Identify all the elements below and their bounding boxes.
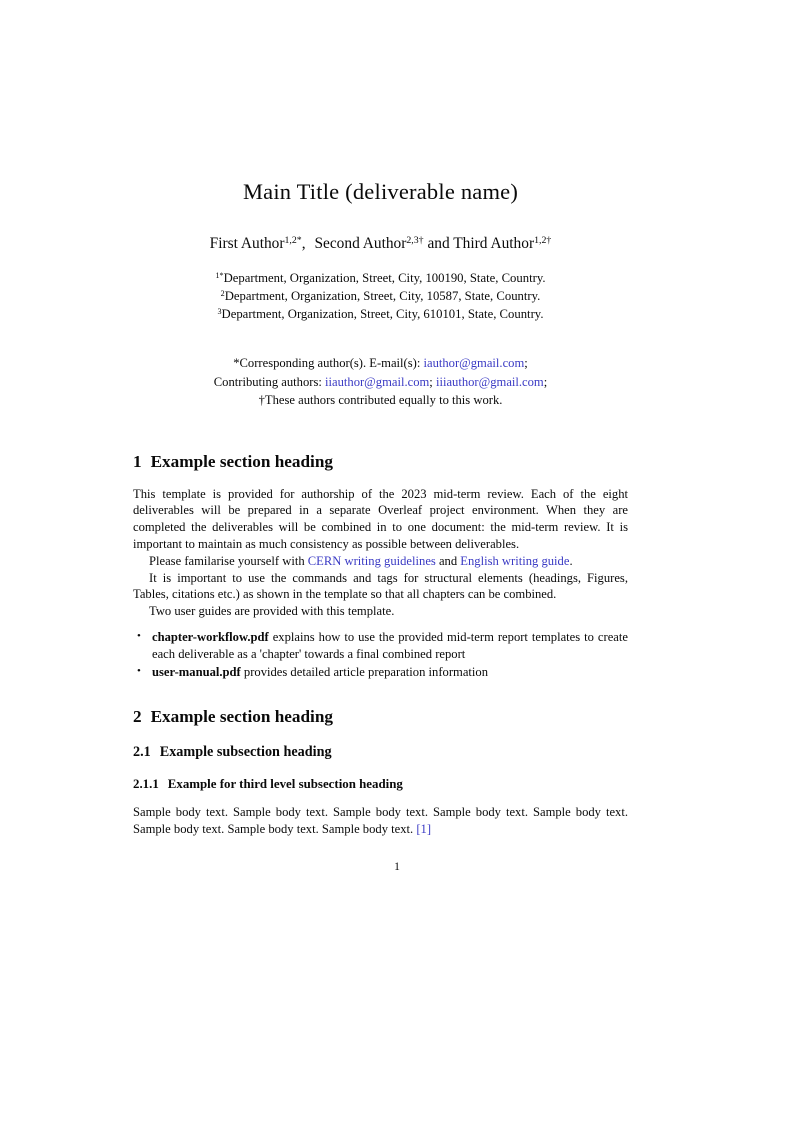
section-1-heading: [133, 451, 628, 473]
subsection-2-1-title: Example subsection heading: [159, 744, 332, 761]
bullet-2-description: provides detailed article preparation information: [240, 664, 488, 679]
affiliation-item: [133, 269, 628, 287]
section-2: [133, 706, 628, 838]
section-1-number: 1: [133, 452, 142, 472]
sample-body-paragraph: [133, 804, 628, 838]
author-3: [453, 235, 551, 252]
correspondence-block: [133, 354, 628, 409]
section-2-title: Example section heading: [150, 706, 333, 726]
contributing-authors-separator: ;: [429, 374, 436, 389]
bullet-1-filename: chapter-workflow.pdf: [152, 630, 269, 645]
cern-writing-guidelines-link[interactable]: CERN writing guidelines: [307, 553, 436, 568]
page-title: Main Title (deliverable name): [242, 179, 519, 204]
corresponding-author-line-suffix: ;: [524, 356, 528, 371]
affiliation-item: [133, 287, 628, 305]
affiliation-2-text: Department, Organization, Street, City, 10587, State, Country.: [224, 289, 541, 304]
affiliation-1-marker: 1*: [215, 271, 224, 281]
author-3-name: Third Author: [453, 235, 535, 252]
section-1-paragraph-2: [133, 553, 628, 570]
author-1-superscript: 1,2*: [284, 234, 302, 246]
sample-body-text: Sample body text. Sample body text. Sample body text. Sample body text. Sample body text. Sample body text. Sample body text. Sample body text.: [133, 804, 628, 836]
contributing-author-email-link-1[interactable]: iiauthor@gmail.com: [325, 374, 430, 389]
bullet-1-description: explains how to use the provided mid-term report templates to create each deliverable as a 'chapter' towards a final combined report: [152, 630, 628, 661]
author-2-name: Second Author: [314, 235, 407, 252]
subsubsection-2-1-1: [133, 776, 628, 792]
section-1-paragraph-1: This template is provided for authorship of the 2023 mid-term review. Each of the eight deliverables will be prepared in a separate Overleaf project environment. When they are completed the deliverables will be combined in to one document: the mid-term review. It is important to maintain as much consistency as possible between deliverables.: [133, 486, 628, 552]
list-item: [133, 629, 628, 663]
section-1-paragraph-4: Two user guides are provided with this template.: [149, 604, 395, 619]
contributing-author-email-link-2[interactable]: iiiauthor@gmail.com: [435, 374, 544, 389]
affiliation-3-marker: 3: [217, 307, 222, 317]
corresponding-author-line: [133, 354, 628, 372]
section-1: [133, 451, 628, 680]
corresponding-author-email-link[interactable]: iauthor@gmail.com: [423, 356, 525, 371]
contributing-authors-line: [133, 373, 628, 391]
affiliation-item: [133, 305, 628, 323]
subsection-2-1: [133, 744, 628, 762]
subsubsection-2-1-1-number: 2.1.1: [133, 776, 159, 791]
author-1: [210, 235, 302, 252]
subsection-2-1-number: 2.1: [133, 744, 151, 761]
subsection-2-1-heading: [133, 744, 628, 762]
user-guides-list: [133, 629, 628, 680]
guidelines-conjunction: and: [435, 553, 461, 568]
contributing-authors-label: Contributing authors:: [213, 374, 326, 389]
english-writing-guide-link[interactable]: English writing guide: [460, 553, 570, 568]
section-1-paragraph-3: It is important to use the commands and tags for structural elements (headings, Figures, Tables, citations etc.) as shown in the template so that all chapters can be combined.: [133, 570, 628, 602]
guidelines-intro-text: Please familarise yourself with: [149, 553, 308, 568]
bullet-icon: •: [137, 630, 141, 643]
section-2-number: 2: [133, 706, 142, 726]
list-item: [133, 664, 628, 681]
author-list: [133, 234, 628, 253]
sample-body-block: [133, 804, 628, 838]
bullet-icon: •: [137, 664, 141, 677]
author-conjunction: and: [427, 235, 450, 252]
section-2-heading: [133, 706, 628, 728]
equal-contribution-note: †These authors contributed equally to this work.: [258, 392, 503, 407]
section-1-title: Example section heading: [150, 452, 333, 472]
affiliation-2-marker: 2: [220, 289, 225, 299]
affiliation-3-text: Department, Organization, Street, City, 610101, State, Country.: [221, 307, 544, 322]
corresponding-author-label: *Corresponding author(s). E-mail(s):: [233, 356, 424, 371]
subsubsection-2-1-1-heading: [133, 776, 628, 792]
contributing-authors-line-suffix: ;: [543, 374, 548, 389]
citation-link[interactable]: [1]: [416, 821, 432, 836]
author-separator-1: ,: [301, 235, 306, 252]
author-1-name: First Author: [209, 235, 285, 252]
author-3-superscript: 1,2†: [534, 234, 552, 246]
affiliation-list: [133, 269, 628, 323]
author-2: [314, 235, 423, 252]
guidelines-period: .: [569, 553, 573, 568]
page-number-footer: 1: [394, 860, 400, 873]
page-content: [133, 0, 628, 838]
author-2-superscript: 2,3†: [406, 234, 424, 246]
affiliation-1-text: Department, Organization, Street, City, 100190, State, Country.: [223, 271, 546, 286]
bullet-2-filename: user-manual.pdf: [152, 664, 241, 679]
subsubsection-2-1-1-title: Example for third level subsection heading: [167, 776, 403, 791]
